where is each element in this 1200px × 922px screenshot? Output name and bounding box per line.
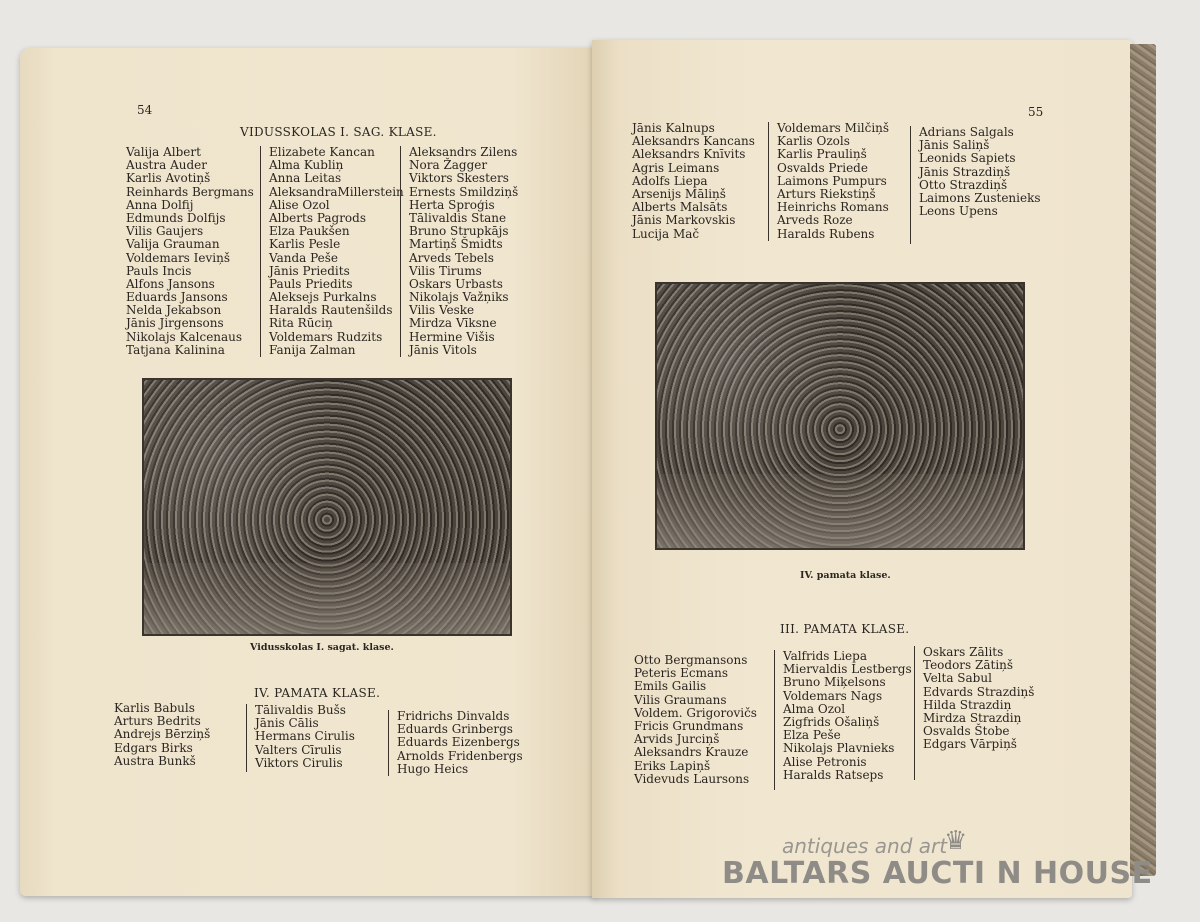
student-name: Alma Kubliņ	[269, 158, 344, 173]
student-name: Edmunds Dolfijs	[126, 210, 226, 225]
name-column	[126, 146, 254, 357]
student-name: Andrejs Bērziņš	[114, 727, 211, 742]
student-name: Jānis Saliņš	[919, 138, 990, 153]
student-name: Eduards Eizenbergs	[397, 735, 520, 750]
class-photo-vidusskolas	[142, 378, 512, 636]
student-name: Fricis Grundmans	[634, 718, 744, 733]
student-name: Videvuds Laursons	[634, 771, 750, 786]
student-name: Vilis Gaujers	[126, 224, 204, 239]
student-name: Osvalds Priede	[777, 160, 868, 175]
student-name: Jānis Cālis	[255, 716, 319, 731]
name-column	[768, 122, 889, 241]
student-name: Edgars Birks	[114, 740, 193, 755]
student-name: Tālivaldis Bušs	[255, 703, 346, 717]
student-name: Emils Gailis	[634, 679, 707, 694]
section-heading-iv-pamata: IV. PAMATA KLASE.	[254, 686, 381, 700]
student-name: Austra Auder	[126, 158, 207, 173]
student-name: Voldem. Grigorovičs	[634, 705, 757, 720]
name-column	[774, 650, 912, 790]
student-name: Nelda Jekabson	[126, 303, 222, 318]
name-column	[260, 146, 404, 357]
student-name: Teodors Zātiņš	[923, 658, 1014, 673]
student-name: Laimons Pumpurs	[777, 173, 887, 188]
page-number-right: 55	[1028, 105, 1044, 119]
student-name: Eduards Jansons	[126, 290, 228, 305]
student-name: Hugo Heics	[397, 761, 469, 776]
student-name: Tālivaldis Stane	[409, 210, 507, 225]
student-name: Arvids Jurciņš	[634, 732, 720, 747]
student-name: Valija Albert	[126, 145, 201, 159]
student-name: Arveds Roze	[777, 213, 853, 228]
student-name: Arnolds Fridenbergs	[397, 748, 523, 763]
student-name: Alma Ozol	[783, 701, 846, 716]
photo-caption: Vidusskolas I. sagat. klase.	[250, 642, 394, 653]
student-name: Elza Peše	[783, 728, 841, 743]
student-name: Karlis Ozols	[777, 134, 850, 149]
student-name: Herta Sproģis	[409, 197, 495, 212]
name-column	[632, 122, 755, 241]
student-name: Fridrichs Dinvalds	[397, 709, 510, 723]
student-name: Otto Bergmansons	[634, 653, 748, 667]
student-name: Eduards Grinbergs	[397, 722, 513, 737]
student-name: Mirdza Strazdiņ	[923, 710, 1022, 725]
student-name: Zigfrids Ošaliņš	[783, 714, 880, 729]
student-name: Haralds Ratseps	[783, 767, 884, 782]
student-name: Hilda Strazdiņ	[923, 697, 1012, 712]
student-name: Jānis Kalnups	[632, 121, 715, 135]
student-name: Bruno Strupkājs	[409, 224, 509, 239]
student-name: Laimons Zustenieks	[919, 190, 1041, 205]
student-name: Voldemars Rudzits	[269, 329, 383, 344]
student-name: Voldemars Ieviņš	[126, 250, 230, 265]
student-name: Karlis Babuls	[114, 701, 195, 715]
class-photo-iv-pamata	[655, 282, 1025, 550]
student-name: Vilis Graumans	[634, 692, 727, 707]
student-name: Alberts Malsāts	[632, 200, 728, 215]
watermark-brand: BALTARS AUCTI N HOUSE	[722, 856, 1153, 891]
page-number-left: 54	[137, 103, 153, 117]
name-column	[634, 654, 757, 786]
student-name: Nikolajs Plavnieks	[783, 741, 895, 756]
student-name: AleksandraMillerstein	[269, 184, 404, 199]
student-name: Hermine Višis	[409, 329, 495, 344]
name-column	[910, 126, 1041, 244]
student-name: Karlis Prauliņš	[777, 147, 867, 162]
student-name: Arsenijs Māliņš	[632, 186, 726, 201]
student-name: Anna Leitas	[269, 171, 342, 186]
student-name: Alise Petronis	[783, 754, 867, 769]
student-name: Karlis Avotiņš	[126, 171, 211, 186]
student-name: Adrians Salgals	[919, 125, 1014, 139]
student-name: Tatjana Kalinina	[126, 342, 225, 357]
student-name: Adolfs Liepa	[632, 173, 708, 188]
student-name: Aleksejs Purkalns	[269, 290, 377, 305]
student-name: Jānis Markovskis	[632, 213, 736, 228]
student-name: Karlis Pesle	[269, 237, 341, 252]
student-name: Agris Leimans	[632, 160, 720, 175]
student-name: Eriks Lapiņš	[634, 758, 711, 773]
name-column	[400, 146, 518, 357]
student-name: Arveds Tebels	[409, 250, 494, 265]
student-name: Jānis Vitols	[409, 342, 477, 357]
student-name: Leons Upens	[919, 204, 998, 219]
student-name: Elza Paukšen	[269, 224, 350, 239]
student-name: Vanda Peše	[269, 250, 338, 265]
name-column	[388, 710, 523, 776]
student-name: Arturs Riekstiņš	[777, 186, 876, 201]
student-name: Haralds Rubens	[777, 226, 875, 241]
name-column	[114, 702, 210, 768]
student-name: Vilis Tirums	[409, 263, 482, 278]
student-name: Haralds Rautenšilds	[269, 303, 393, 318]
student-name: Valija Grauman	[126, 237, 220, 252]
student-name: Leonids Sapiets	[919, 151, 1016, 166]
student-name: Viktors Cirulis	[255, 755, 343, 770]
student-name: Ernests Smildziņš	[409, 184, 519, 199]
student-name: Lucija Mač	[632, 226, 700, 241]
student-name: Aleksandrs Zilens	[409, 145, 518, 159]
student-name: Osvalds Štobe	[923, 724, 1010, 739]
student-name: Valfrids Liepa	[783, 649, 867, 663]
student-name: Alfons Jansons	[126, 276, 215, 291]
student-name: Alise Ozol	[269, 197, 330, 212]
student-name: Arturs Bedrits	[114, 714, 201, 729]
student-name: Aleksandrs Krauze	[634, 745, 749, 760]
student-name: Oskars Zālits	[923, 645, 1004, 659]
name-column	[246, 704, 355, 772]
student-name: Anna Dolfij	[126, 197, 194, 212]
student-name: Martiņš Šmidts	[409, 237, 503, 252]
student-name: Aleksandrs Knīvits	[632, 147, 746, 162]
student-name: Velta Sabul	[923, 671, 992, 686]
student-name: Valters Cīrulis	[255, 742, 342, 757]
book-cover-edge	[1130, 44, 1156, 876]
photo-caption: IV. pamata klase.	[800, 570, 891, 581]
name-column	[914, 646, 1034, 780]
student-name: Edvards Strazdiņš	[923, 684, 1035, 699]
student-name: Edgars Vārpiņš	[923, 737, 1017, 752]
student-name: Jānis Priedits	[269, 263, 350, 278]
student-name: Voldemars Milčiņš	[777, 121, 890, 135]
section-heading-vidusskolas: VIDUSSKOLAS I. SAG. KLASE.	[240, 125, 437, 139]
section-heading-iii-pamata: III. PAMATA KLASE.	[780, 622, 910, 636]
student-name: Rita Rūciņ	[269, 316, 333, 331]
student-name: Reinhards Bergmans	[126, 184, 254, 199]
crown-icon: ♛	[944, 826, 968, 856]
student-name: Austra Bunkš	[114, 753, 196, 768]
student-name: Pauls Incis	[126, 263, 192, 278]
student-name: Vilis Veske	[409, 303, 475, 318]
student-name: Fanija Zalman	[269, 342, 356, 357]
student-name: Voldemars Nags	[783, 688, 883, 703]
student-name: Nora Žagger	[409, 158, 488, 173]
student-name: Peteris Ecmans	[634, 666, 729, 681]
student-name: Otto Strazdiņš	[919, 177, 1008, 192]
watermark-tagline: antiques and art	[782, 834, 948, 858]
student-name: Jānis Strazdiņš	[919, 164, 1011, 179]
student-name: Jānis Jirgensons	[126, 316, 224, 331]
student-name: Pauls Priedits	[269, 276, 353, 291]
student-name: Nikolajs Kalcenaus	[126, 329, 243, 344]
student-name: Viktors Skesters	[409, 171, 509, 186]
student-name: Oskars Urbasts	[409, 276, 503, 291]
student-name: Bruno Miķelsons	[783, 675, 886, 690]
student-name: Aleksandrs Kancans	[632, 134, 755, 149]
student-name: Hermans Cirulis	[255, 729, 355, 744]
student-name: Elizabete Kancan	[269, 145, 375, 159]
student-name: Alberts Pagrods	[269, 210, 366, 225]
student-name: Heinrichs Romans	[777, 200, 889, 215]
student-name: Mirdza Vīksne	[409, 316, 497, 331]
student-name: Nikolajs Važņiks	[409, 290, 509, 305]
student-name: Miervaldis Lestbergs	[783, 662, 912, 677]
